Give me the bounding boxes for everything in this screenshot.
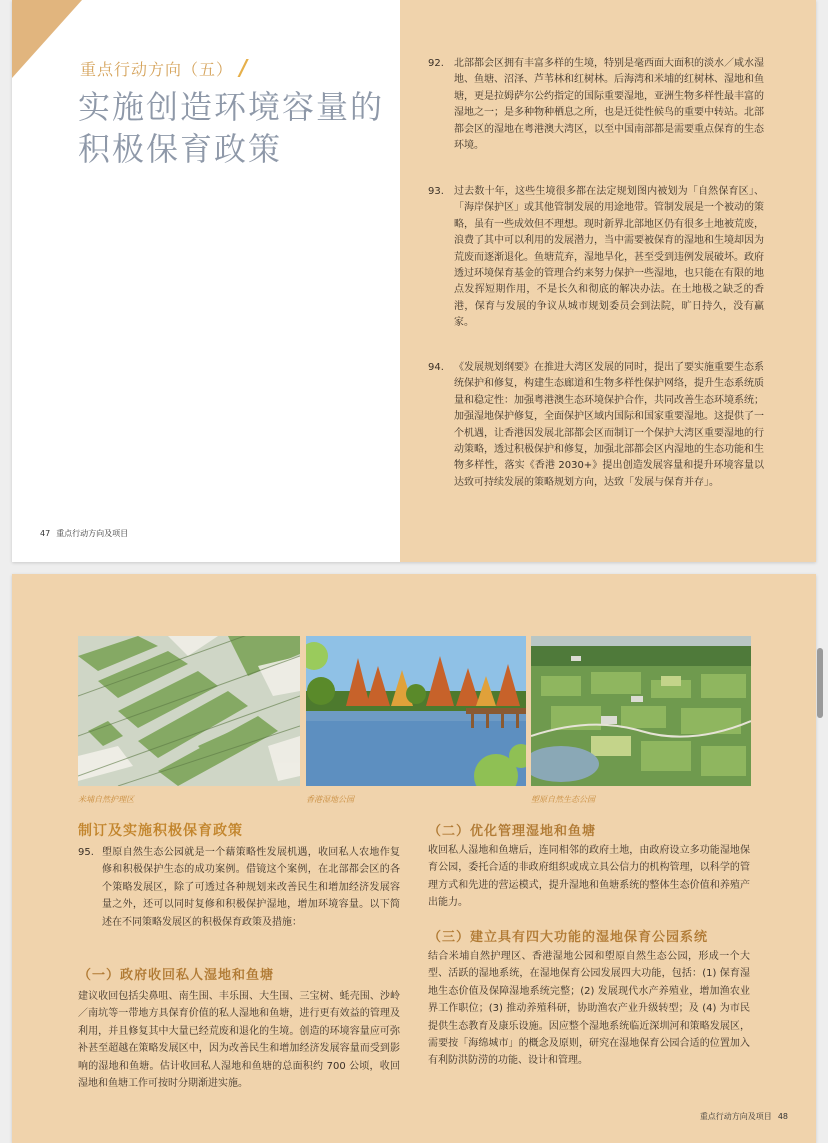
slash-decoration: / bbox=[236, 56, 251, 81]
subsection-text: 结合米埔自然护理区、香港湿地公园和塱原自然生态公园，形成一个大型、活跃的湿地系统，在湿地保育公园发展四大功能，包括：(1) 保育湿地生态价值及保障湿地系统完整；(2) 发展现代水产养殖业，增加渔农业界工作职位；(3) 推动养殖科研，协助渔农产业升级转型；及 (4) 为市民提供生态教育及康乐设施。因应整个湿地系统临近深圳河和策略发展区，需要按「海绵城市」的概念及原则，研究在湿地保育公园合适的位置加入有利防洪防涝的功能、设计和管理。 bbox=[428, 951, 750, 1067]
page-title: 实施创造环境容量的积极保育政策 bbox=[78, 88, 385, 168]
paragraph-93 bbox=[428, 184, 764, 332]
chapter-subhead: 重点行动方向（五） / bbox=[80, 56, 251, 81]
paragraph-text: 北部都会区拥有丰富多样的生境，特别是毫西面大面积的淡水／咸水湿地、鱼塘、沼泽、芦苇林和红树林。后海湾和米埔的红树林、湿地和鱼塘，更是拉姆萨尔公约指定的国际重要湿地，亚洲生物多样性最丰富的湿地之一；是多种物种栖息之所，也是迁徙性候鸟的重要中转站。北部都会区的湿地在粤港澳大湾区，以至中国南部都是需要重点保育的生态环境。 bbox=[454, 58, 764, 152]
paragraph-number: 93. bbox=[428, 186, 444, 197]
paragraph-text: 《发展规划纲要》在推进大湾区发展的同时，提出了要实施重要生态系统保护和修复，构建生态廊道和生物多样性保护网络，提升生态系统质量和稳定性：加强粤港澳生态环境保护合作，共同改善生态环境系统；加强湿地保护修复，全面保护区域内国际和国家重要湿地。这提供了一个机遇，让香港因发展北部都会区而制订一个保护大湾区重要湿地的行动策略，透过积极保护和修复，加强北部都会区内湿地的生态功能和生物多样性，落实《香港 2030+》提出创造发展容量和提升环境容量以达致可持续发展的策略规划方向，达致「发展与保育并存」。 bbox=[454, 362, 764, 488]
photo-caption: 米埔自然护理区 bbox=[78, 795, 134, 804]
page-number: 47 bbox=[40, 529, 51, 538]
photo-hk-wetland-park bbox=[306, 636, 526, 786]
subsection-text: 收回私人湿地和鱼塘后，连同相邻的政府土地，由政府设立多功能湿地保育公园，委托合适的非政府组织或成立具公信力的机构管理，以科学的管理方式和先进的营运模式，提升湿地和鱼塘系统的整体生态价值和养殖产出能力。 bbox=[428, 845, 750, 909]
photo-caption: 香港湿地公园 bbox=[306, 795, 354, 804]
footer-text: 重点行动方向及项目 bbox=[699, 1112, 772, 1121]
corner-decoration bbox=[12, 0, 82, 78]
page-47 bbox=[12, 0, 816, 562]
paragraph-text: 过去数十年，这些生境很多都在法定规划图内被划为「自然保育区」、「海岸保护区」或其他管制发展的用途地带。管制发展是一个被动的策略，虽有一些成效但不理想。现时新界北部地区仍有很多土地被荒废，浪费了其中可以利用的发展潜力，当中需要被保育的湿地和生境却因为荒废而逐渐退化。鱼塘荒弃，湿地旱化，甚至受到违例发展破坏。政府透过环境保育基金的管理合约来努力保护一些湿地，也只能在有限的地点发挥短期作用，不是长久和彻底的解决办法。在土地极之缺乏的香港，保育与发展的争议从城市规划委员会到法院，旷日持久，没有赢家。 bbox=[454, 186, 764, 329]
section-title: 制订及实施积极保育政策 bbox=[78, 823, 243, 839]
paragraph-number: 94. bbox=[428, 362, 444, 373]
photo-mai-po bbox=[78, 636, 300, 786]
title-panel bbox=[12, 0, 400, 562]
subsection-title: （三）建立具有四大功能的湿地保育公园系统 bbox=[428, 930, 709, 945]
subsection-title: （一）政府收回私人湿地和鱼塘 bbox=[78, 968, 275, 983]
subsection-title: （二）优化管理湿地和鱼塘 bbox=[428, 824, 597, 839]
paragraph-94 bbox=[428, 360, 764, 491]
paragraph-number: 95. bbox=[78, 847, 94, 858]
scrollbar-thumb[interactable] bbox=[817, 648, 823, 718]
paragraph-number: 92. bbox=[428, 58, 444, 69]
photo-long-valley bbox=[531, 636, 751, 786]
paragraph-text: 塱原自然生态公园就是一个藉策略性发展机遇，收回私人农地作复修和积极保护生态的成功案例。借镜这个案例，在北部都会区的各个策略发展区，除了可透过各种规划来改善民生和增加经济发展容量之外，还可以同时复修和积极保护湿地，增加环境容量。以下简述在不同策略发展区的积极保育政策及措施： bbox=[102, 847, 400, 928]
page-footer bbox=[694, 1111, 788, 1122]
paragraph-95 bbox=[78, 844, 400, 931]
paragraph-92 bbox=[428, 56, 764, 154]
page-48 bbox=[12, 574, 816, 1143]
photo-caption: 塱原自然生态公园 bbox=[531, 795, 595, 804]
page-number: 48 bbox=[777, 1112, 788, 1121]
footer-text: 重点行动方向及项目 bbox=[56, 529, 129, 538]
page-footer bbox=[40, 528, 134, 539]
subsection-text: 建议收回包括尖鼻咀、南生围、丰乐围、大生围、三宝树、蚝壳围、沙岭／南坑等一带地方具保育价值的私人湿地和鱼塘，进行更有效益的管理及利用，并且修复其中大量已经荒废和退化的生境。创造的环境容量应可弥补甚至超越在策略发展区中，因为改善民生和增加经济发展容量而受到影响的湿地和鱼塘。估计收回私人湿地和鱼塘的总面积约 700 公顷，收回湿地和鱼塘工作可按时分期渐进实施。 bbox=[78, 991, 400, 1090]
